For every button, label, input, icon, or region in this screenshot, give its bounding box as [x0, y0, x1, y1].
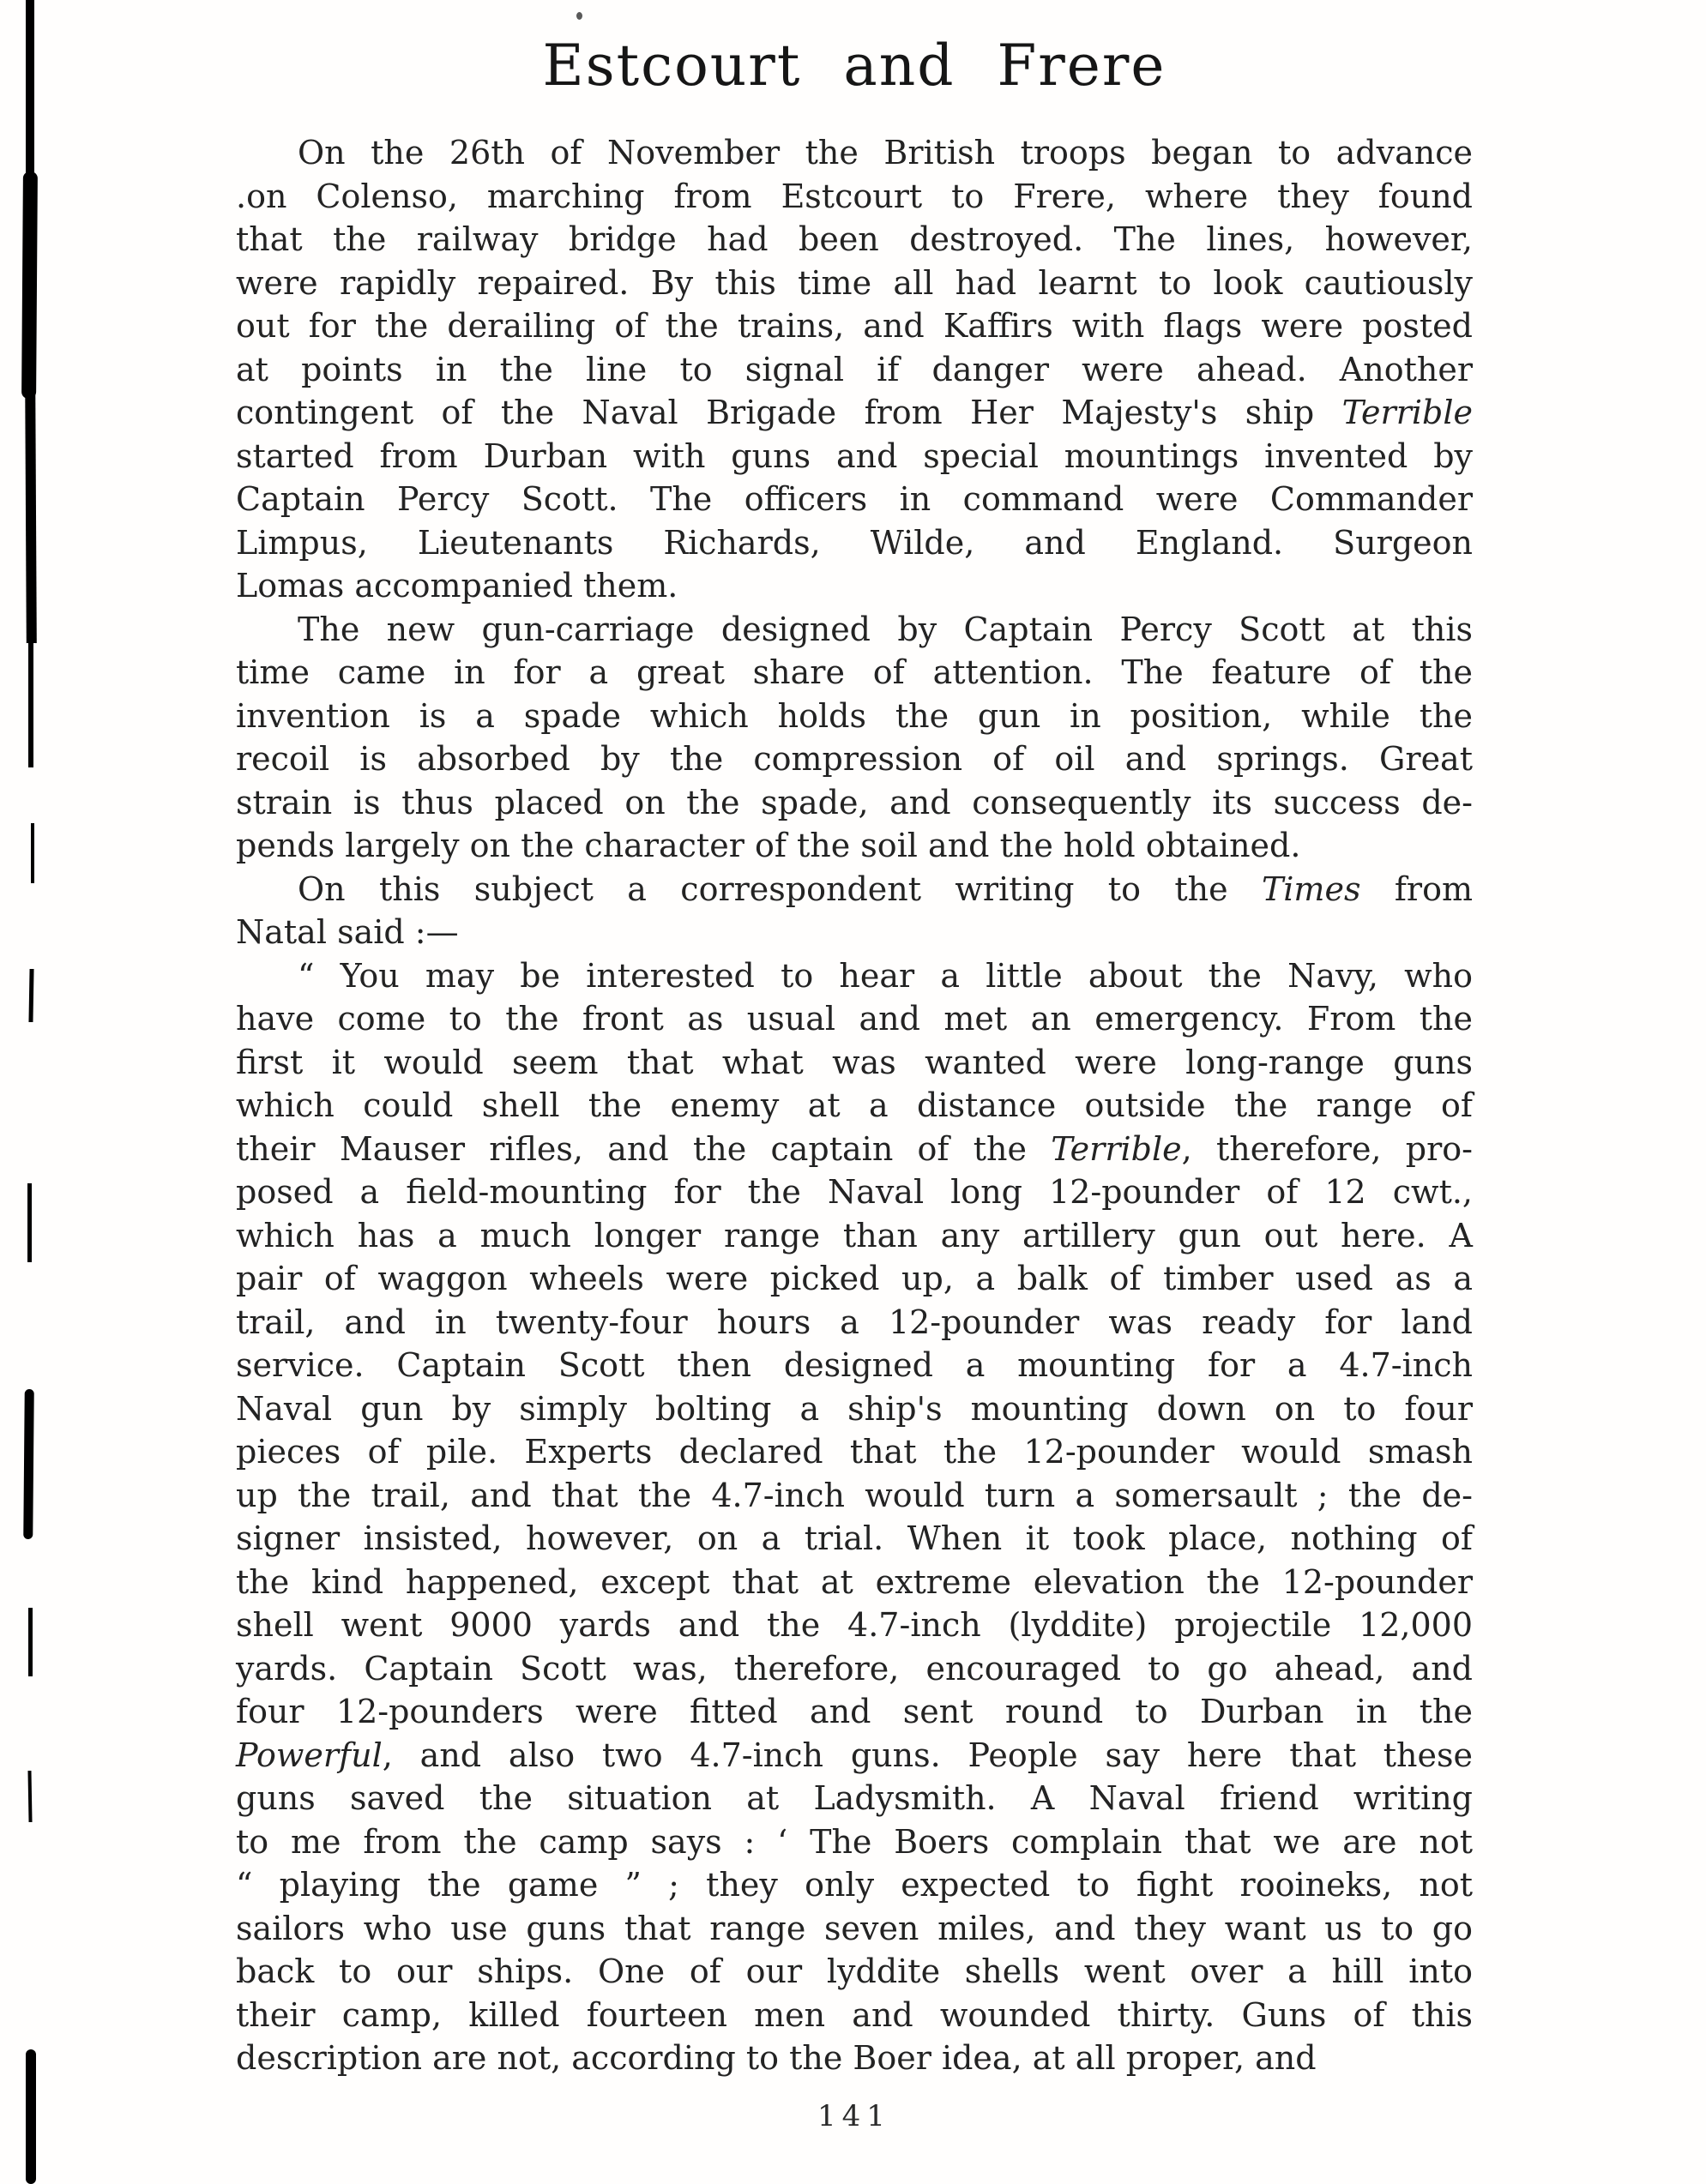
text-line: which has a much longer range than any artillery gun out here. A: [236, 1216, 1473, 1254]
binding-ink-mark: [28, 1608, 33, 1676]
text-line: signer insisted, however, on a trial. When it took place, nothing of: [236, 1519, 1473, 1557]
text-line: The new gun-carriage designed by Captain Percy Scott at this: [298, 610, 1473, 648]
text-line: their Mauser rifles, and the captain of the Terrible, therefore, pro-: [236, 1129, 1473, 1168]
text-line: started from Durban with guns and special mountings invented by: [236, 436, 1473, 475]
binding-ink-mark: [27, 1183, 32, 1262]
paragraph: [236, 608, 1473, 868]
text-line: that the railway bridge had been destroyed. The lines, however,: [236, 220, 1473, 258]
text-line: Limpus, Lieutenants Richards, Wilde, and England. Surgeon: [236, 523, 1473, 562]
paragraph: [236, 954, 1473, 2080]
text-line: pair of waggon wheels were picked up, a balk of timber used as a: [236, 1260, 1473, 1297]
text-line: Lomas accompanied them.: [236, 567, 678, 605]
text-line: Natal said :—: [236, 913, 459, 951]
text-line: trail, and in twenty-four hours a 12-pounder was ready for land: [236, 1303, 1473, 1341]
text-line: .on Colenso, marching from Estcourt to Frere, where they found: [236, 177, 1473, 215]
text-line: guns saved the situation at Ladysmith. A Naval friend writing: [236, 1779, 1473, 1817]
text-line: service. Captain Scott then designed a mounting for a 4.7-inch: [236, 1346, 1473, 1384]
text-line: pieces of pile. Experts declared that the 12-pounder would smash: [236, 1433, 1473, 1471]
page-body: [236, 131, 1473, 2080]
text-line: back to our ships. One of our lyddite shells went over a hill into: [236, 1952, 1473, 1990]
binding-ink-mark: [28, 969, 33, 1022]
scan-speck: [576, 12, 582, 20]
text-line: out for the derailing of the trains, and Kaffirs with flags were posted: [236, 307, 1473, 345]
text-line: up the trail, and that the 4.7-inch would turn a somersault ; the de-: [236, 1476, 1473, 1514]
page-number: 141: [817, 2099, 891, 2133]
binding-ink-mark: [21, 171, 38, 399]
text-line: their camp, killed fourteen men and wounded thirty. Guns of this: [236, 1995, 1473, 2034]
text-line: Powerful, and also two 4.7-inch guns. People say here that these: [236, 1736, 1473, 1774]
text-line: time came in for a great share of attention. The feature of the: [236, 653, 1473, 691]
text-line: the kind happened, except that at extreme elevation the 12-pounder: [236, 1562, 1473, 1601]
text-line: On this subject a correspondent writing to the Times from: [298, 869, 1473, 908]
paragraph: [236, 868, 1473, 954]
text-line: Naval gun by simply bolting a ship's mounting down on to four: [236, 1389, 1473, 1428]
text-line: four 12-pounders were fitted and sent round to Durban in the: [236, 1693, 1473, 1730]
binding-ink-mark: [26, 2049, 36, 2184]
text-line: at points in the line to signal if danger were ahead. Another: [236, 350, 1473, 388]
text-line: have come to the front as usual and met an emergency. From the: [236, 1000, 1473, 1038]
text-line: were rapidly repaired. By this time all had learnt to look cautiously: [236, 263, 1473, 302]
text-line: On the 26th of November the British troops began to advance: [298, 134, 1473, 171]
text-line: sailors who use guns that range seven miles, and they want us to go: [236, 1909, 1473, 1947]
text-line: description are not, according to the Boer idea, at all proper, and: [236, 2039, 1317, 2077]
text-line: which could shell the enemy at a distance outside the range of: [236, 1086, 1473, 1124]
binding-ink-mark: [27, 1771, 32, 1822]
text-line: posed a field-mounting for the Naval long 12-pounder of 12 cwt.,: [236, 1173, 1473, 1211]
binding-ink-mark: [31, 823, 34, 883]
paragraph: [236, 131, 1473, 608]
binding-ink-mark: [25, 382, 37, 643]
text-line: “ You may be interested to hear a little about the Navy, who: [298, 956, 1473, 995]
binding-ink-mark: [26, 0, 34, 197]
text-line: shell went 9000 yards and the 4.7-inch (lyddite) projectile 12,000: [236, 1606, 1473, 1644]
binding-ink-mark: [28, 639, 33, 767]
text-line: “ playing the game ” ; they only expected to fight rooineks, not: [236, 1866, 1473, 1904]
page-content: [236, 33, 1473, 2080]
text-line: Captain Percy Scott. The officers in command were Commander: [236, 480, 1473, 518]
chapter-title: Estcourt and Frere: [542, 33, 1166, 99]
text-line: pends largely on the character of the soil and the hold obtained.: [236, 827, 1301, 864]
text-line: first it would seem that what was wanted were long-range guns: [236, 1043, 1473, 1081]
text-line: yards. Captain Scott was, therefore, encouraged to go ahead, and: [236, 1649, 1473, 1688]
text-line: recoil is absorbed by the compression of oil and springs. Great: [236, 740, 1473, 778]
binding-ink-mark: [23, 1389, 34, 1539]
text-line: invention is a spade which holds the gun in position, while the: [236, 696, 1473, 735]
text-line: to me from the camp says : ‘ The Boers complain that we are not: [236, 1822, 1473, 1861]
text-line: strain is thus placed on the spade, and consequently its success de-: [236, 783, 1473, 821]
text-line: contingent of the Naval Brigade from Her Majesty's ship Terrible: [236, 394, 1473, 431]
